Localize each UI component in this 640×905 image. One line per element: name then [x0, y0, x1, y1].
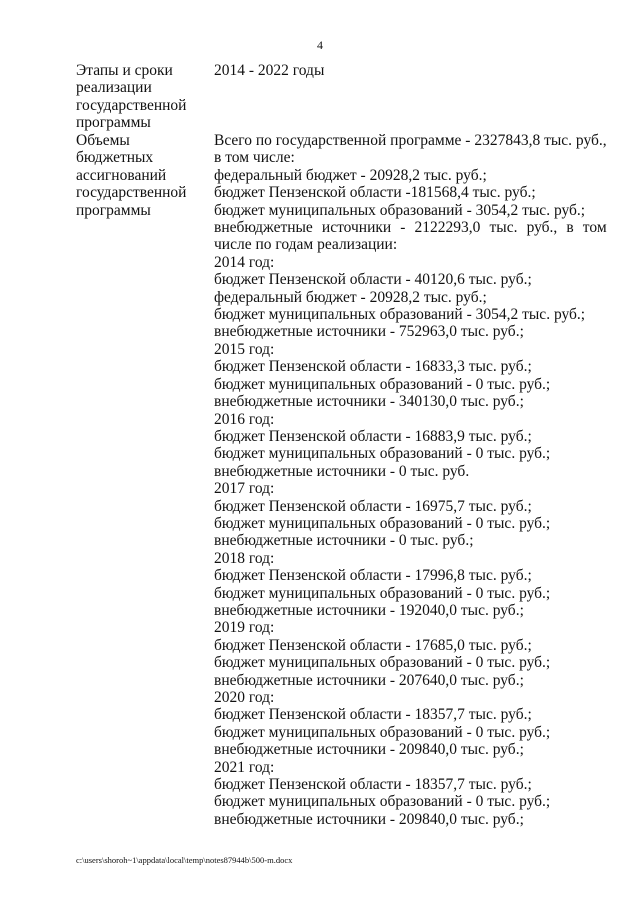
value-line: бюджет муниципальных образований - 0 тыс. руб.;	[214, 654, 551, 672]
value-line: бюджет муниципальных образований - 0 тыс. руб.;	[214, 723, 551, 741]
label-line: Объемы	[76, 132, 130, 149]
value-line: бюджет муниципальных образований - 3054,2 тыс. руб.;	[214, 201, 586, 219]
value-line: 2016 год:	[214, 410, 275, 428]
value-line: бюджет муниципальных образований - 0 тыс. руб.;	[214, 375, 551, 393]
label-line: бюджетных	[76, 149, 154, 167]
label-line: государственной	[76, 96, 187, 114]
value-line: внебюджетные источники - 340130,0 тыс. руб.;	[214, 393, 524, 411]
value-line: 2014 год:	[214, 253, 275, 271]
row-value	[214, 62, 596, 132]
value-line: внебюджетные источники - 0 тыс. руб.	[214, 462, 470, 480]
value-line: бюджет муниципальных образований - 0 тыс. руб.;	[214, 793, 551, 811]
value-line: бюджет Пензенской области - 16833,3 тыс. руб.;	[214, 358, 532, 376]
value-line: 2020 год:	[214, 689, 275, 706]
value-line: бюджет Пензенской области - 18357,7 тыс. руб.;	[214, 776, 532, 794]
value-line: бюджет Пензенской области - 40120,6 тыс. руб.;	[214, 271, 532, 289]
value-line: бюджет Пензенской области - 16883,9 тыс. руб.;	[214, 427, 532, 445]
value-line: внебюджетные источники - 0 тыс. руб.;	[214, 532, 474, 550]
file-path-footer: c:\users\shoroh~1\appdata\local\temp\notes87944b\500-m.docx	[76, 855, 293, 865]
value-line: бюджет муниципальных образований - 0 тыс. руб.;	[214, 584, 551, 602]
value-line: внебюджетные источники - 209840,0 тыс. руб.;	[214, 741, 524, 759]
label-line: Этапы и сроки	[76, 62, 173, 79]
row-value	[214, 132, 607, 828]
table-row-stages	[76, 62, 596, 132]
value-line: внебюджетные источники - 192040,0 тыс. руб.;	[214, 601, 524, 619]
value-line: внебюджетные источники - 207640,0 тыс. руб.;	[214, 671, 524, 689]
program-passport-table	[76, 62, 607, 828]
value-line: внебюджетные источники - 209840,0 тыс. руб.;	[214, 810, 524, 828]
value-line: 2014 - 2022 годы	[214, 62, 325, 79]
value-line: числе по годам реализации:	[214, 236, 398, 254]
value-line: внебюджетные источники - 752963,0 тыс. руб.;	[214, 323, 524, 341]
value-line: бюджет муниципальных образований - 0 тыс. руб.;	[214, 445, 551, 463]
value-line: внебюджетные источники - 2122293,0 тыс. руб., в том	[214, 219, 607, 237]
value-line: бюджет Пензенской области -181568,4 тыс. руб.;	[214, 184, 536, 202]
value-line: бюджет Пензенской области - 18357,7 тыс. руб.;	[214, 706, 532, 724]
label-line: реализации	[76, 79, 152, 97]
value-line: федеральный бюджет - 20928,2 тыс. руб.;	[214, 288, 487, 306]
value-line: 2018 год:	[214, 549, 275, 567]
value-line: бюджет Пензенской области - 17996,8 тыс. руб.;	[214, 567, 532, 585]
value-line: Всего по государственной программе - 2327843,8 тыс. руб.,	[214, 132, 607, 149]
value-line: в том числе:	[214, 149, 295, 167]
page-number: 4	[317, 38, 323, 52]
value-line: 2019 год:	[214, 619, 275, 637]
value-line: 2021 год:	[214, 758, 275, 776]
value-line: бюджет Пензенской области - 17685,0 тыс. руб.;	[214, 636, 532, 654]
value-line: бюджет муниципальных образований - 3054,2 тыс. руб.;	[214, 306, 586, 324]
value-line: бюджет муниципальных образований - 0 тыс. руб.;	[214, 514, 551, 532]
value-line: бюджет Пензенской области - 16975,7 тыс. руб.;	[214, 497, 532, 515]
label-line: ассигнований	[76, 166, 167, 184]
value-line: 2015 год:	[214, 340, 275, 358]
table-row-budget	[76, 132, 607, 828]
value-line: федеральный бюджет - 20928,2 тыс. руб.;	[214, 166, 487, 184]
value-line: 2017 год:	[214, 480, 275, 498]
row-label	[76, 62, 214, 132]
label-line: государственной	[76, 184, 187, 202]
label-line: программы	[76, 114, 151, 132]
label-line: программы	[76, 201, 151, 219]
row-label	[76, 132, 214, 828]
